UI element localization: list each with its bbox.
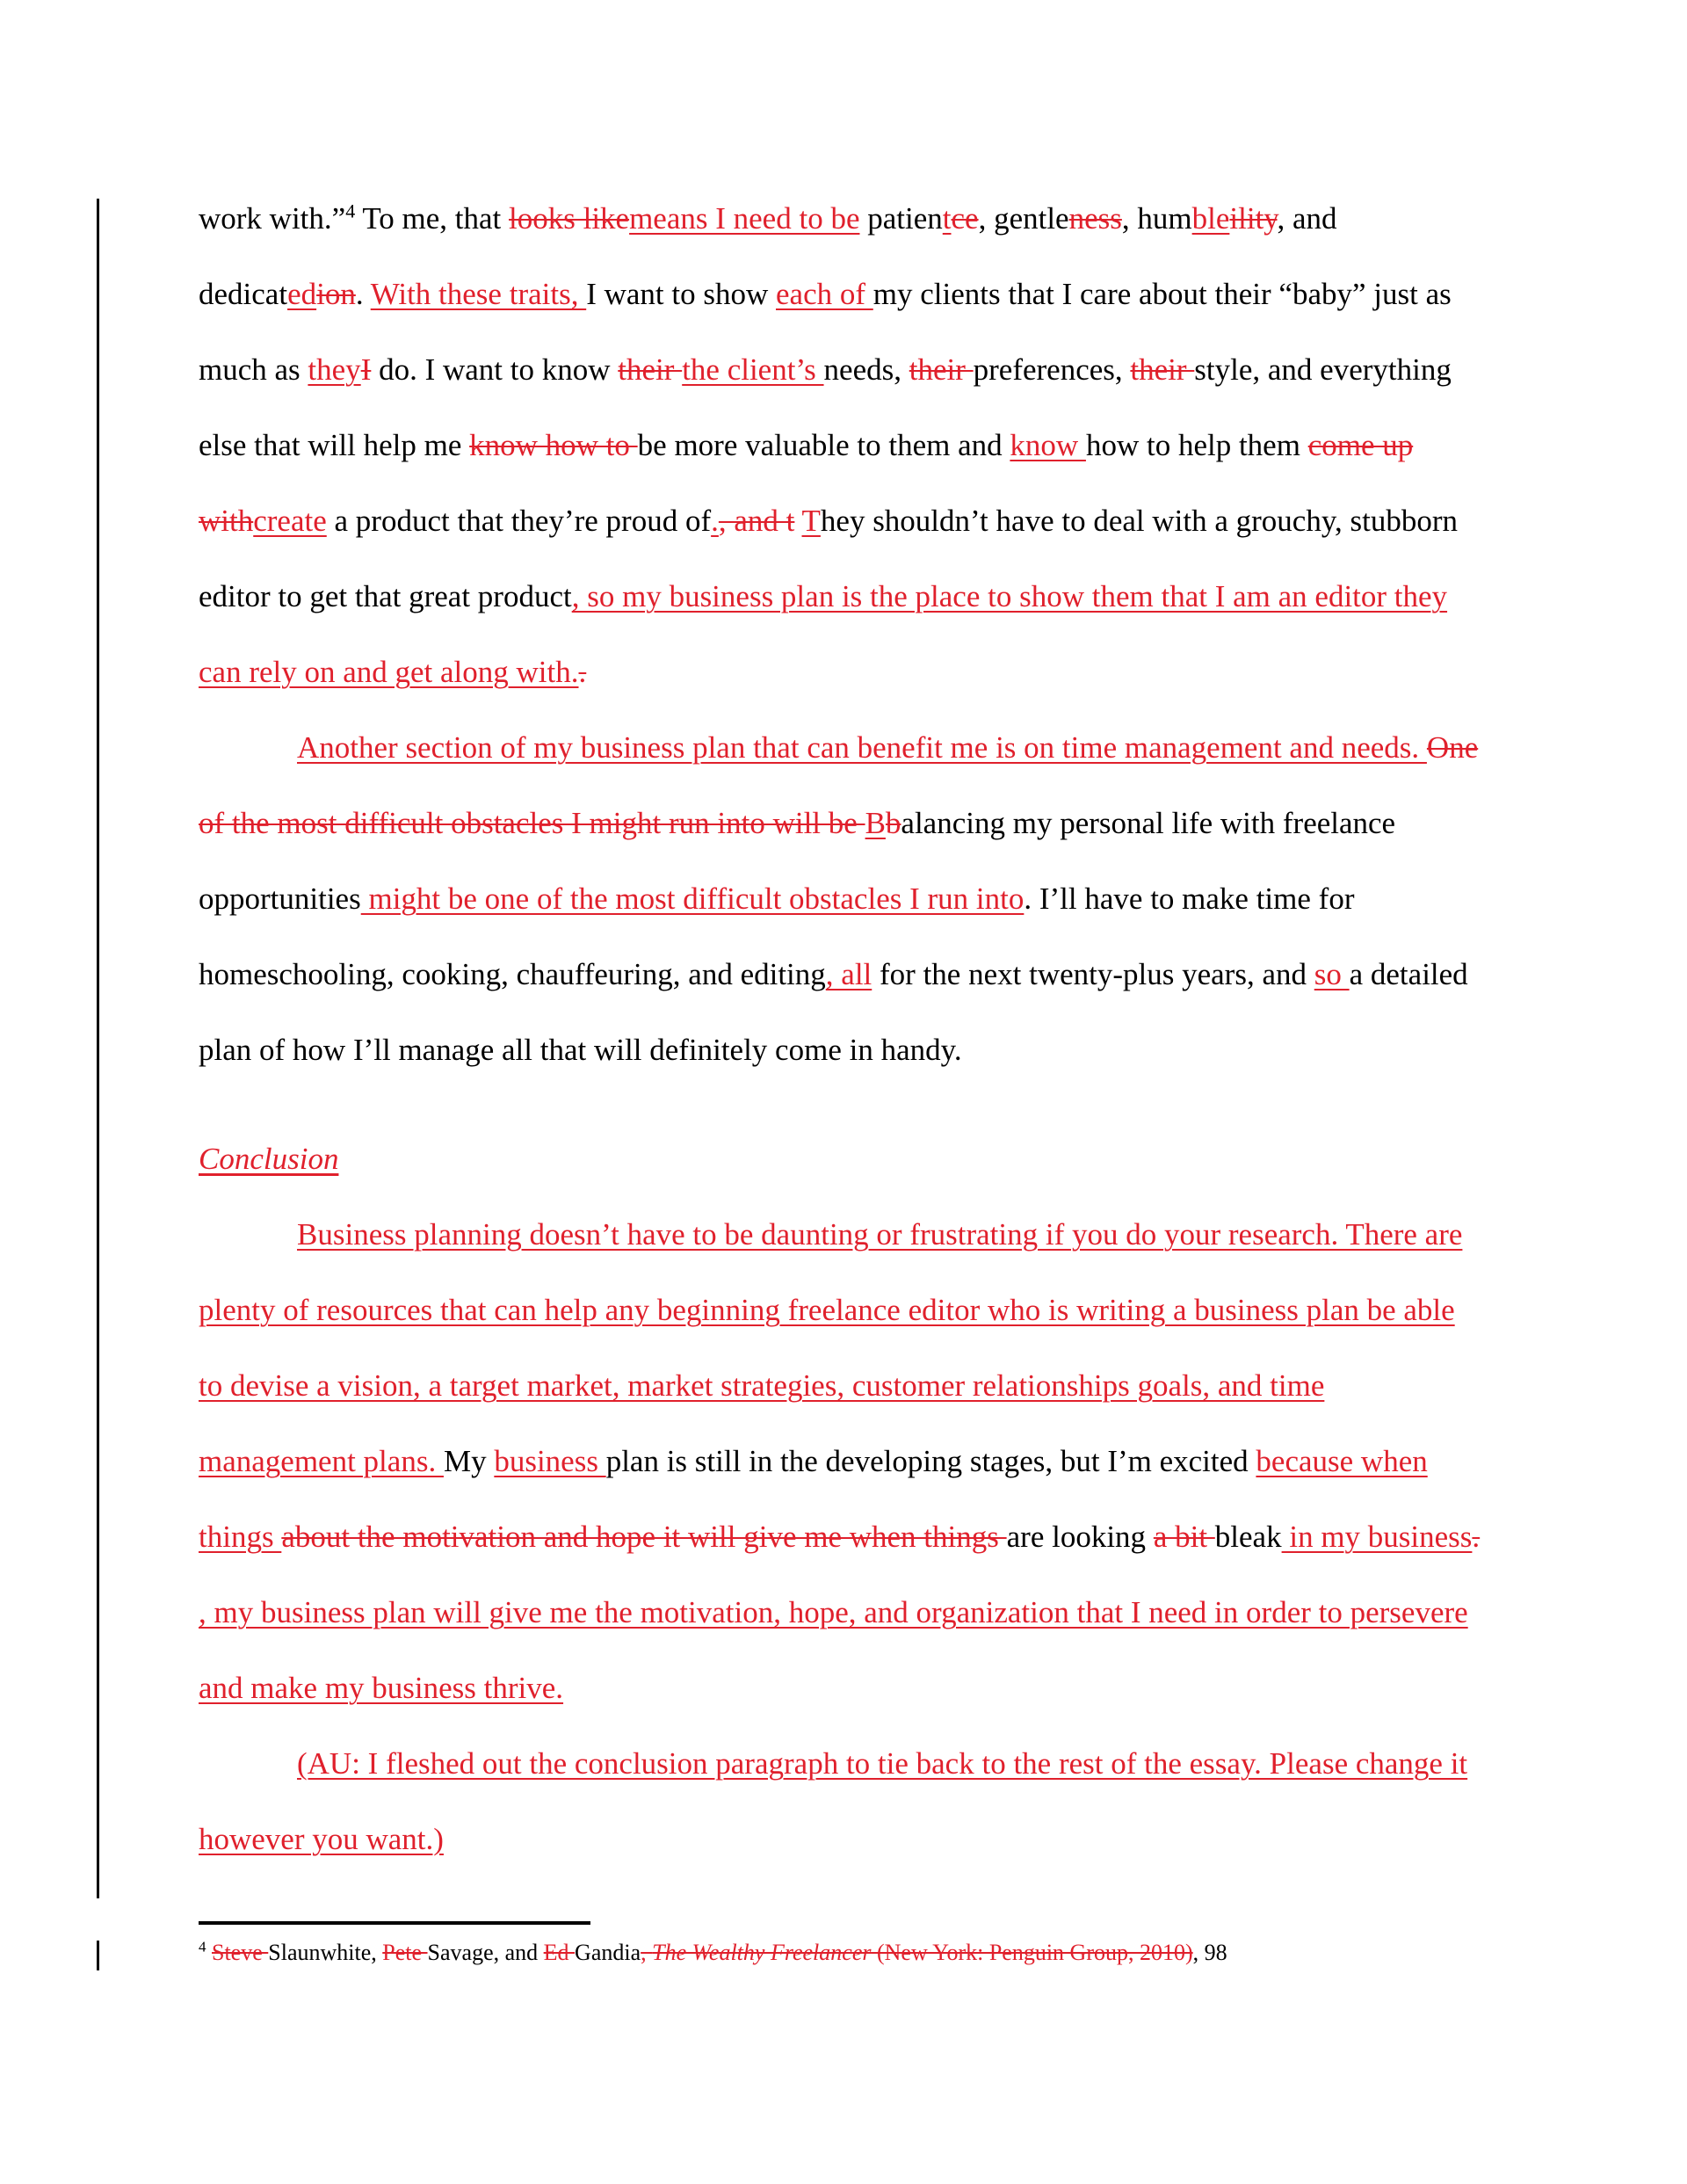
deleted-text: come up with xyxy=(199,428,1414,538)
text-run: , 98 xyxy=(1192,1940,1227,1965)
text-run: I want to show xyxy=(586,277,777,311)
text-run: style, and everything else that will help me xyxy=(199,352,1452,462)
text-run: preferences, xyxy=(973,352,1131,387)
inserted-text: ed xyxy=(287,277,317,311)
deleted-text: their xyxy=(1130,352,1195,387)
text-run: . I’ll have to make time for homeschooling, cooking, chauffeuring, and editing xyxy=(199,882,1355,991)
text-run: My xyxy=(443,1444,495,1478)
footnote-change-bar xyxy=(97,1941,99,1970)
inserted-text: , so my business plan is the place to show them that I am an editor they can rely on and get along with. xyxy=(199,579,1448,689)
text-run: Savage, and xyxy=(427,1940,544,1965)
inserted-text: B xyxy=(865,806,886,840)
text-run: are looking xyxy=(1006,1520,1154,1554)
deleted-text: , xyxy=(641,1940,653,1965)
text-run: a detailed plan of how I’ll manage all that will definitely come in handy. xyxy=(199,957,1468,1067)
text-run: hey shouldn’t have to deal with a grouchy, stubborn editor to get that great product xyxy=(199,504,1459,613)
deleted-text-italic: The Wealthy Freelancer xyxy=(652,1940,872,1965)
deleted-text: their xyxy=(909,352,974,387)
footnote xyxy=(199,1935,1481,1970)
paragraph-traits xyxy=(199,181,1481,710)
deleted-text: I xyxy=(360,352,372,387)
deleted-text: One of the most difficult obstacles I might run into will be xyxy=(199,730,1479,840)
deleted-text: Pete xyxy=(382,1940,428,1965)
inserted-text: because when things xyxy=(199,1444,1428,1554)
text-run: for the next twenty-plus years, and xyxy=(872,957,1314,991)
text-run: do. I want to know xyxy=(371,352,619,387)
inserted-text: T xyxy=(801,504,821,538)
text-run: be more valuable to them and xyxy=(637,428,1010,462)
paragraph-conclusion xyxy=(199,1197,1481,1726)
text-run: alancing my personal life with freelance opportunities xyxy=(199,806,1396,916)
inserted-text: , my business plan will give me the motivation, hope, and organization that I need in order to persevere and make my business thrive. xyxy=(199,1595,1468,1705)
paragraph-time-management xyxy=(199,710,1481,1088)
body-text xyxy=(199,181,1481,1877)
footnote-separator xyxy=(199,1921,590,1925)
inserted-text: might be one of the most difficult obstacles I run into xyxy=(360,882,1025,916)
deleted-text: b xyxy=(885,806,901,840)
footnote-ref: 4 xyxy=(345,200,356,222)
deleted-text: their xyxy=(618,352,683,387)
footnote-ref: 4 xyxy=(199,1938,206,1955)
inserted-text: Business planning doesn’t have to be daunting or frustrating if you do your research. There are plenty of resources that can help any beginning freelance editor who is writing a business plan be able to devise a vision, a target market, market strategies, customer relationships goals, and time management plans. xyxy=(199,1217,1463,1478)
text-run: To me, that xyxy=(355,201,509,236)
section-heading-conclusion xyxy=(199,1121,1481,1197)
inserted-text: t xyxy=(942,201,952,236)
inserted-text: so xyxy=(1314,957,1350,991)
deleted-text: , and t xyxy=(718,504,795,538)
text-run xyxy=(794,504,801,538)
text-run: plan is still in the developing stages, but I’m excited xyxy=(605,1444,1256,1478)
inserted-text: , all xyxy=(825,957,872,991)
text-run: how to help them xyxy=(1085,428,1308,462)
inserted-text: ble xyxy=(1191,201,1230,236)
deleted-text: know how to xyxy=(469,428,638,462)
deleted-text: . xyxy=(1472,1520,1481,1554)
deleted-text: a bit xyxy=(1153,1520,1215,1554)
deleted-text: looks like xyxy=(509,201,630,236)
deleted-text: (New York: Penguin Group, 2010) xyxy=(871,1940,1193,1965)
text-run: my clients that I care about their “baby” just as much as xyxy=(199,277,1452,387)
text-run: , gentle xyxy=(978,201,1069,236)
change-bar xyxy=(97,199,99,1898)
deleted-text: Ed xyxy=(543,1940,576,1965)
text-run: a product that they’re proud of xyxy=(326,504,712,538)
text-run: bleak xyxy=(1214,1520,1282,1554)
inserted-text: With these traits, xyxy=(370,277,587,311)
text-run: , and dedicat xyxy=(199,201,1337,311)
inserted-text: Conclusion xyxy=(199,1142,339,1176)
deleted-text: ility xyxy=(1229,201,1278,236)
text-run: patien xyxy=(859,201,943,236)
deleted-text: Steve xyxy=(212,1940,269,1965)
text-run: . xyxy=(355,277,371,311)
deleted-text: ce xyxy=(951,201,979,236)
deleted-text: . xyxy=(578,655,587,689)
deleted-text: ion xyxy=(316,277,356,311)
author-query xyxy=(199,1726,1481,1877)
inserted-text: each of xyxy=(776,277,873,311)
text-run: Slaunwhite, xyxy=(268,1940,383,1965)
text-run: , hum xyxy=(1121,201,1192,236)
inserted-text: the client’s xyxy=(682,352,824,387)
text-run: needs, xyxy=(823,352,909,387)
text-run: work with.” xyxy=(199,201,346,236)
inserted-text: (AU: I fleshed out the conclusion paragraph to tie back to the rest of the essay. Please change it however you want.) xyxy=(199,1746,1468,1856)
inserted-text: know xyxy=(1010,428,1086,462)
inserted-text: means I need to be xyxy=(629,201,860,236)
inserted-text: business xyxy=(494,1444,606,1478)
text-run: Gandia xyxy=(575,1940,641,1965)
inserted-text: create xyxy=(253,504,327,538)
inserted-text: Another section of my business plan that can benefit me is on time management and needs. xyxy=(297,730,1427,765)
inserted-text: . xyxy=(711,504,719,538)
inserted-text: in my business xyxy=(1281,1520,1473,1554)
inserted-text: they xyxy=(308,352,361,387)
deleted-text: ness xyxy=(1068,201,1122,236)
deleted-text: about the motivation and hope it will give me when things xyxy=(281,1520,1007,1554)
